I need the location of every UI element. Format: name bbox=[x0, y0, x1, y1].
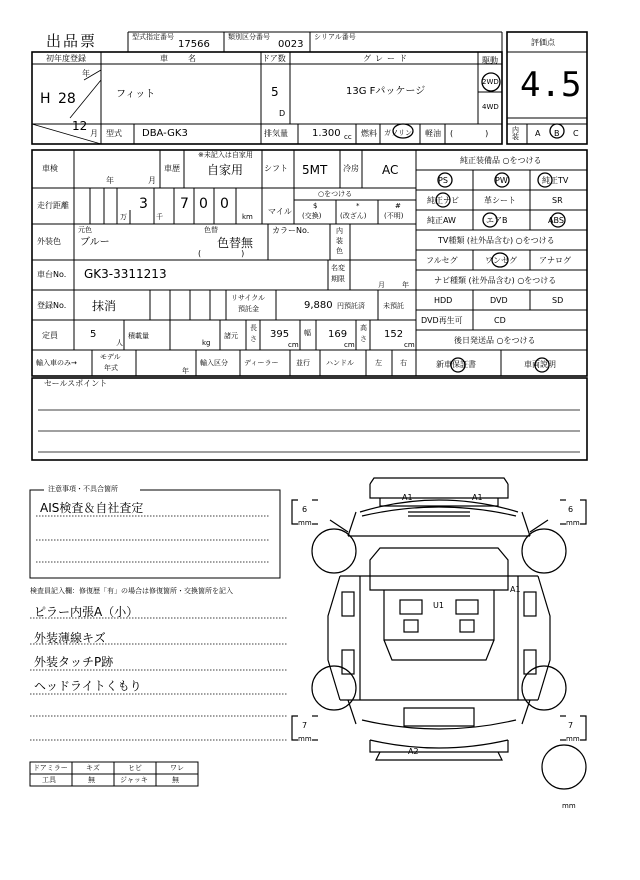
model-year-label-1: モデル bbox=[100, 353, 121, 361]
navi-sd: SD bbox=[552, 296, 564, 305]
equip-ps: PS bbox=[438, 176, 448, 185]
shaken-label: 車検 bbox=[42, 164, 58, 173]
width-unit: cm bbox=[344, 341, 355, 349]
fuel-label: 燃料 bbox=[361, 129, 377, 138]
tire-fr-value: 6 bbox=[568, 505, 574, 514]
tire-fl-value: 6 bbox=[302, 505, 308, 514]
model-spec-no: 17566 bbox=[178, 39, 210, 50]
equip-tv: 純正TV bbox=[542, 176, 569, 185]
ac-label: 冷房 bbox=[343, 164, 359, 173]
right-label: 右 bbox=[400, 359, 407, 367]
equip-sr: SR bbox=[552, 196, 563, 205]
table-header-crack: ヒビ bbox=[128, 764, 142, 772]
chassis-value: GK3-3311213 bbox=[84, 267, 167, 281]
table-value-tools-status: 無 bbox=[88, 776, 95, 784]
mileage-sen-unit: 千 bbox=[156, 213, 163, 221]
navi-dvd-play: DVD再生可 bbox=[421, 316, 463, 325]
tire-rl-unit: mm bbox=[298, 735, 312, 743]
damage-label-front-left: A1 bbox=[402, 493, 413, 502]
navi-title: ナビ種類 (社外品含む) ○をつける bbox=[434, 276, 557, 285]
month-unit: 月 bbox=[90, 129, 98, 138]
mileage-digit-1: 7 bbox=[180, 196, 189, 212]
recycle-label-2: 預託金 bbox=[238, 305, 259, 313]
damage-label-roof: U1 bbox=[433, 601, 444, 610]
door-type: D bbox=[279, 109, 286, 118]
tv-fullseg: フルセグ bbox=[426, 256, 458, 265]
unknown-symbol: # bbox=[395, 202, 401, 210]
model-year-label-2: 年式 bbox=[104, 364, 118, 372]
capacity-value: 5 bbox=[90, 329, 97, 340]
drive-2wd: 2WD bbox=[482, 78, 499, 86]
year-num: 28 bbox=[58, 91, 76, 107]
name-change-day: 年 bbox=[402, 281, 409, 289]
height-unit: cm bbox=[404, 341, 415, 349]
tire-rr-value: 7 bbox=[568, 721, 574, 730]
dealer-label: ディーラー bbox=[244, 359, 279, 367]
length-unit: cm bbox=[288, 341, 299, 349]
tv-oneseg: ワンセグ bbox=[485, 256, 517, 265]
grade-label: グレード bbox=[363, 54, 411, 63]
doors-value: 5 bbox=[271, 85, 279, 99]
spare-unit: mm bbox=[562, 802, 576, 810]
month-num: 12 bbox=[72, 119, 88, 133]
model-spec-label: 型式指定番号 bbox=[132, 33, 174, 41]
equip-aw: 純正AW bbox=[427, 216, 456, 225]
drive-label: 駆動 bbox=[482, 56, 498, 65]
length-label-2: さ bbox=[250, 335, 257, 343]
docs-title: 後日発送品 ○をつける bbox=[454, 336, 536, 345]
tire-fr-unit: mm bbox=[566, 519, 580, 527]
displacement-value: 1.300 bbox=[312, 128, 341, 139]
height-label-2: さ bbox=[360, 335, 367, 343]
interior-color-label-2: 装 bbox=[336, 237, 343, 245]
color-value: ブルー bbox=[80, 237, 110, 248]
page-title: 出品票 bbox=[46, 32, 98, 50]
name-change-label-2: 期限 bbox=[331, 275, 345, 283]
equip-leather: 革シート bbox=[484, 196, 516, 205]
interior-label: 内装 bbox=[512, 126, 519, 141]
recycle-not: 未預託 bbox=[383, 302, 404, 310]
docs-warranty: 新車保証書 bbox=[436, 360, 476, 369]
table-header-mirror: ドアミラー bbox=[33, 764, 68, 772]
km-unit: km bbox=[242, 213, 253, 221]
exterior-label: 外装色 bbox=[37, 237, 61, 246]
recycle-amount: 9,880 bbox=[304, 300, 333, 311]
chassis-label: 車台No. bbox=[37, 270, 67, 279]
table-value-tools: 工具 bbox=[42, 776, 56, 784]
name-change-month: 月 bbox=[378, 281, 385, 289]
grade-value: 13G Fパッケージ bbox=[346, 86, 426, 97]
displacement-label: 排気量 bbox=[264, 129, 288, 138]
history-note: ※未記入は自家用 bbox=[198, 151, 253, 159]
fuel-paren: ( ) bbox=[450, 129, 489, 138]
drive-4wd: 4WD bbox=[482, 103, 499, 111]
doors-label: ドア数 bbox=[262, 54, 286, 63]
parallel-label: 並行 bbox=[296, 359, 310, 367]
shift-label: シフト bbox=[264, 164, 288, 173]
interior-c: C bbox=[573, 129, 579, 138]
vehicle-name: フィット bbox=[116, 89, 156, 100]
inspector-line-1: ピラー内張A（小） bbox=[34, 605, 139, 619]
damage-label-side: A1 bbox=[510, 585, 521, 594]
altered-symbol: * bbox=[356, 202, 360, 210]
notes-item-1: AIS検査＆自社査定 bbox=[40, 501, 144, 515]
tire-rr-unit: mm bbox=[566, 735, 580, 743]
height-label-1: 高 bbox=[360, 324, 367, 332]
tire-fl-unit: mm bbox=[298, 519, 312, 527]
first-reg-label: 初年度登録 bbox=[46, 54, 86, 63]
mark-note: ○をつける bbox=[318, 190, 353, 198]
shaken-year-unit: 年 bbox=[106, 176, 114, 185]
model-label: 型式 bbox=[106, 129, 122, 138]
recycle-unit: 円預託済 bbox=[337, 302, 365, 310]
class-no: 0023 bbox=[278, 39, 304, 50]
table-value-jack-status: 無 bbox=[172, 776, 179, 784]
load-unit: kg bbox=[202, 339, 211, 347]
name-label: 車名 bbox=[160, 54, 216, 63]
year-unit: 年 bbox=[82, 69, 90, 78]
capacity-label: 定員 bbox=[42, 331, 58, 340]
history-label: 車歴 bbox=[164, 164, 180, 173]
class-label: 類別区分番号 bbox=[228, 33, 270, 41]
light-oil-label: 軽油 bbox=[425, 129, 441, 138]
recycle-label-1: リサイクル bbox=[231, 294, 266, 302]
equip-abs: ABS bbox=[548, 216, 564, 225]
model-year-unit: 年 bbox=[182, 367, 189, 375]
rating-label: 評価点 bbox=[531, 38, 555, 47]
mileage-label: 走行距離 bbox=[37, 201, 69, 210]
inspector-line-2: 外装薄線キズ bbox=[34, 631, 106, 645]
fuel-value: ガソリン bbox=[384, 129, 412, 137]
serial-label: シリアル番号 bbox=[314, 33, 356, 41]
import-class-label: 輸入区分 bbox=[200, 359, 228, 367]
color-code-label: カラーNo. bbox=[272, 226, 310, 235]
mileage-man-digit: 3 bbox=[139, 196, 148, 212]
name-change-label-1: 名変 bbox=[331, 264, 345, 272]
docs-manual: 車両説明 bbox=[524, 360, 556, 369]
equip-airbag: エアB bbox=[486, 216, 508, 225]
shaken-month-unit: 月 bbox=[148, 176, 156, 185]
left-label: 左 bbox=[375, 359, 382, 367]
tire-rl-value: 7 bbox=[302, 721, 308, 730]
import-label: 輸入車のみ→ bbox=[36, 359, 77, 367]
registration-value: 抹消 bbox=[92, 299, 117, 313]
table-value-jack: ジャッキ bbox=[120, 776, 148, 784]
notes-title: 注意事項・不具合箇所 bbox=[48, 485, 118, 493]
capacity-unit: 人 bbox=[116, 339, 123, 347]
interior-a: A bbox=[535, 129, 541, 138]
tv-analog: アナログ bbox=[539, 256, 571, 265]
mileage-digit-3: 0 bbox=[220, 196, 229, 212]
damage-label-front-right: A1 bbox=[472, 493, 483, 502]
dims-label: 諸元 bbox=[224, 332, 238, 340]
equipment-title: 純正装備品 ○をつける bbox=[460, 156, 542, 165]
mileage-man-unit: 万 bbox=[120, 213, 127, 221]
inspector-note: 検査員記入欄：修復歴「有」の場合は修復箇所・交換箇所を記入 bbox=[30, 587, 233, 595]
equip-pw: PW bbox=[495, 176, 508, 185]
rating-value: 4.5 bbox=[520, 65, 582, 105]
equip-navi: 純正ナビ bbox=[427, 196, 459, 205]
inspector-line-3: 外装タッチP跡 bbox=[34, 655, 114, 669]
width-value: 169 bbox=[328, 329, 348, 340]
height-value: 152 bbox=[384, 329, 404, 340]
color-no-label: 色替 bbox=[204, 226, 218, 234]
length-label-1: 長 bbox=[250, 324, 257, 332]
length-value: 395 bbox=[270, 329, 290, 340]
sales-point-label: セールスポイント bbox=[44, 379, 108, 388]
model-value: DBA-GK3 bbox=[142, 128, 188, 139]
color-paren: ( ) bbox=[198, 249, 245, 258]
unknown-label: (不明) bbox=[384, 212, 404, 220]
ac-value: AC bbox=[382, 163, 399, 177]
handle-label: ハンドル bbox=[326, 359, 354, 367]
altered-label: (改ざん) bbox=[340, 212, 367, 220]
color-change-value: 色替無 bbox=[217, 236, 254, 250]
navi-hdd: HDD bbox=[434, 296, 453, 305]
era: H bbox=[40, 91, 51, 107]
inspector-line-4: ヘッドライトくもり bbox=[34, 679, 142, 693]
exchange-symbol: $ bbox=[313, 202, 318, 210]
navi-cd: CD bbox=[494, 316, 506, 325]
origcolor-label: 元色 bbox=[78, 226, 92, 234]
navi-dvd: DVD bbox=[490, 296, 508, 305]
table-header-break: ワレ bbox=[170, 764, 184, 772]
history-value: 自家用 bbox=[207, 163, 244, 177]
interior-b: B bbox=[554, 129, 560, 138]
interior-color-label-3: 色 bbox=[336, 247, 343, 255]
width-label: 幅 bbox=[304, 329, 311, 337]
table-header-scratch: キズ bbox=[86, 764, 100, 772]
exchange-label: (交換) bbox=[302, 212, 322, 220]
tv-title: TV種類 (社外品含む) ○をつける bbox=[438, 236, 555, 245]
shift-value: 5MT bbox=[302, 163, 328, 177]
mile-label: マイル bbox=[268, 207, 292, 216]
mileage-digit-2: 0 bbox=[199, 196, 208, 212]
damage-label-rear: A2 bbox=[408, 747, 419, 756]
displacement-unit: cc bbox=[344, 133, 352, 141]
registration-label: 登録No. bbox=[37, 301, 67, 310]
load-label: 積載量 bbox=[128, 332, 149, 340]
interior-color-label-1: 内 bbox=[336, 227, 343, 235]
